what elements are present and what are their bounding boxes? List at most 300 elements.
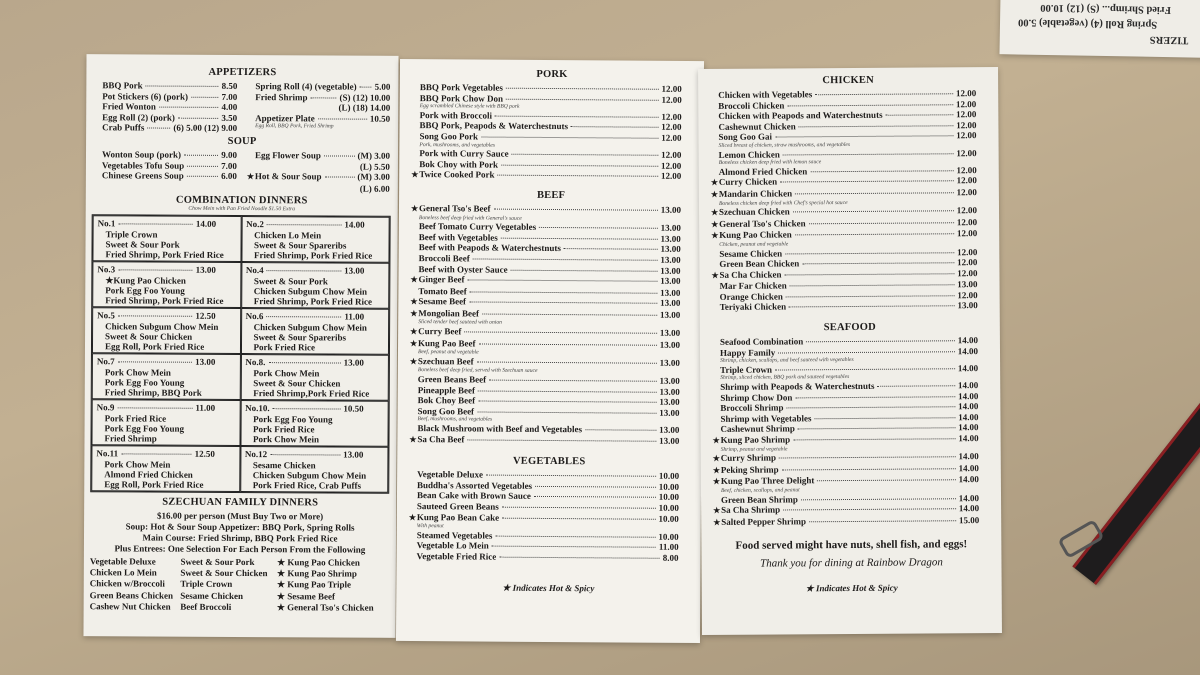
item-name: Broccoli Chicken xyxy=(718,100,785,111)
item-price: 13.00 xyxy=(660,233,681,244)
dot-leader xyxy=(118,223,193,224)
combo-number: No.12 xyxy=(244,448,268,460)
dot-leader xyxy=(499,557,660,559)
combo-box xyxy=(91,399,240,446)
item-description: Sliced breast of chicken, straw mushrooms, and vegetables xyxy=(718,141,851,149)
item-name: Seafood Combination xyxy=(719,336,804,347)
section-title-beef: BEEF xyxy=(536,189,566,202)
combo-number: No.11 xyxy=(96,448,119,459)
dot-leader xyxy=(486,475,656,477)
combo-price: 14.00 xyxy=(344,219,365,230)
dot-leader xyxy=(793,438,955,440)
menu-item xyxy=(247,150,390,161)
combo-line: Pork Chow Mein xyxy=(253,367,320,378)
item-name: Cashewnut Shrimp xyxy=(720,423,795,435)
item-price: 14.00 xyxy=(958,503,980,514)
combo-box xyxy=(92,261,241,308)
menu-list xyxy=(247,150,390,194)
item-price: 12.00 xyxy=(955,98,977,109)
dot-leader xyxy=(798,428,955,430)
item-name: Beef with Peapods & Waterchestnuts xyxy=(418,242,561,254)
dot-leader xyxy=(270,454,340,455)
dot-leader xyxy=(809,222,954,224)
item-price: 12.00 xyxy=(956,205,978,216)
item-price: (M) 3.00 xyxy=(357,171,390,182)
family-entree: Cashew Nut Chicken xyxy=(89,600,171,612)
item-price: 13.00 xyxy=(659,339,681,350)
item-name: Green Bean Chicken xyxy=(719,258,800,270)
allergy-notice: Food served might have nuts, shell fish, and eggs! xyxy=(735,538,968,553)
item-name: Shrimp Chow Don xyxy=(720,392,793,403)
item-description: Beef, chicken, scallops, and peanut xyxy=(720,487,800,494)
item-name: Spring Roll (4) (vegetable) xyxy=(255,81,357,92)
item-name: Sa Cha Shrimp xyxy=(721,504,781,516)
item-name: Kung Pao Shrimp xyxy=(720,434,791,445)
menu-list xyxy=(700,335,1001,528)
item-name: Sauteed Green Beans xyxy=(416,501,499,512)
combo-box xyxy=(91,445,240,492)
combo-price: 11.00 xyxy=(195,402,216,413)
item-name: Tomato Beef xyxy=(418,285,467,297)
combo-box xyxy=(240,354,389,401)
combo-price: 11.00 xyxy=(344,311,365,322)
item-price: 13.00 xyxy=(660,298,681,309)
item-description: Boneless beef deep fried with General's sauce xyxy=(418,214,522,222)
dot-leader xyxy=(318,118,367,119)
item-name: Pot Stickers (6) (pork) xyxy=(102,90,189,102)
family-entree: Sesame Chicken xyxy=(180,590,244,601)
dot-leader xyxy=(782,468,956,470)
item-name: Hot & Sour Soup xyxy=(254,171,322,182)
menu-list xyxy=(399,82,704,183)
item-price: 12.00 xyxy=(956,119,977,131)
combo-header xyxy=(245,449,384,460)
item-name: Salted Pepper Shrimp xyxy=(721,516,807,527)
dot-leader xyxy=(118,361,193,362)
combo-price: 12.50 xyxy=(195,310,216,321)
dot-leader xyxy=(779,456,955,458)
item-name: Shrimp with Peapods & Waterchestnuts xyxy=(720,380,875,392)
item-price: (L) (18) 14.00 xyxy=(338,102,391,113)
item-price: 12.00 xyxy=(956,147,977,158)
dot-leader xyxy=(814,417,955,419)
item-name: General Tso's Beef xyxy=(418,203,491,214)
item-price: 13.00 xyxy=(957,279,978,290)
dot-leader xyxy=(478,401,656,403)
hot-spicy-star-icon: ★ xyxy=(712,465,721,475)
section-title-family: SZECHUAN FAMILY DINNERS xyxy=(162,496,319,509)
item-price: 9.00 xyxy=(221,149,238,160)
item-price: 5.00 xyxy=(374,81,391,92)
item-price: 6.00 xyxy=(221,171,237,182)
menu-item xyxy=(247,92,390,103)
item-name: Broccoli Shrimp xyxy=(720,402,784,414)
item-price: 12.00 xyxy=(661,83,682,94)
item-price: 12.00 xyxy=(661,111,682,122)
item-price: 14.00 xyxy=(958,390,979,401)
family-entree: ★ Sesame Beef xyxy=(276,590,335,602)
item-description: Boneless chicken deep fried with lemon sauce xyxy=(718,159,822,167)
fragment-text: TIZERS xyxy=(1149,33,1189,46)
hot-spicy-star-icon: ★ xyxy=(408,512,417,522)
dot-leader xyxy=(564,248,658,250)
combo-header xyxy=(97,356,236,367)
hot-spicy-star-icon: ★ xyxy=(710,189,719,199)
family-soup: Soup: Hot & Sour Soup Appetizer: BBQ Pork, Spring Rolls xyxy=(125,521,355,533)
combo-line: Pork Fried Rice xyxy=(253,424,315,435)
dot-leader xyxy=(477,361,657,363)
item-price: 13.00 xyxy=(659,357,680,368)
lanyard-strap xyxy=(1072,385,1200,585)
dot-leader xyxy=(886,114,954,115)
item-name: Sesame Beef xyxy=(418,296,467,307)
item-name: Kung Pao Bean Cake xyxy=(416,511,500,523)
combo-line: Sweet & Sour Chicken xyxy=(105,331,193,342)
dot-leader xyxy=(159,107,219,108)
menu-item xyxy=(247,171,390,183)
family-column xyxy=(277,557,392,614)
item-price: 10.00 xyxy=(658,531,679,542)
menu-item xyxy=(94,101,237,112)
item-price: (6) 5.00 (12) 9.00 xyxy=(173,123,238,134)
dot-leader xyxy=(191,96,219,97)
dot-leader xyxy=(534,496,656,498)
menu-item xyxy=(94,149,237,160)
item-name: Green Bean Shrimp xyxy=(720,493,798,505)
item-price: 13.00 xyxy=(660,204,682,215)
item-name: Vegetable Lo Mein xyxy=(416,540,489,551)
dot-leader xyxy=(468,280,658,282)
item-price: 13.00 xyxy=(659,386,680,397)
item-price: 12.00 xyxy=(957,257,978,268)
combo-header xyxy=(97,402,236,413)
combo-number: No.9 xyxy=(96,402,115,413)
item-price: 12.00 xyxy=(956,130,977,141)
combo-line: Chicken Subgum Chow Mein xyxy=(253,286,368,297)
fragment-text: Fried Shrimp... (S) (12) 10.00 xyxy=(1040,1,1172,16)
item-price: 14.00 xyxy=(958,462,979,474)
item-description: Egg scrambled Chinese style with BBQ pork xyxy=(419,103,520,110)
family-entree: Sweet & Sour Chicken xyxy=(180,567,268,579)
combo-number: No.5 xyxy=(97,310,115,321)
item-price: 13.00 xyxy=(660,244,681,255)
dot-leader xyxy=(501,237,658,239)
item-name: Steamed Vegetables xyxy=(416,529,493,541)
dot-leader xyxy=(784,273,954,275)
menu-panel-left xyxy=(83,54,398,638)
item-name: Shrimp with Vegetables xyxy=(720,413,812,424)
item-name: Kung Pao Beef xyxy=(418,337,476,349)
item-price: 10.00 xyxy=(658,502,679,513)
menu-item xyxy=(409,434,679,447)
item-price: 12.00 xyxy=(661,94,682,105)
item-name: Green Beans Beef xyxy=(417,374,487,385)
combo-line: Pork Fried Rice xyxy=(104,412,167,424)
menu-item xyxy=(247,113,390,124)
combo-price: 13.00 xyxy=(195,264,216,275)
item-price: 10.00 xyxy=(658,470,680,482)
section-title-seafood: SEAFOOD xyxy=(823,321,876,334)
combo-header xyxy=(246,265,385,276)
section-title-vegetables: VEGETABLES xyxy=(512,455,586,468)
menu-item xyxy=(712,301,978,313)
dot-leader xyxy=(787,104,953,106)
dot-leader xyxy=(778,351,954,353)
combo-number: No.6 xyxy=(245,310,264,322)
item-name: Egg Roll (2) (pork) xyxy=(102,112,175,123)
item-name: Appetizer Plate xyxy=(255,112,315,124)
menu-list xyxy=(397,469,702,563)
item-name: Vegetable Deluxe xyxy=(417,469,484,480)
family-column xyxy=(180,557,277,614)
item-name: Mongolian Beef xyxy=(418,307,480,319)
dot-leader xyxy=(793,210,954,212)
dot-leader xyxy=(467,439,656,441)
dot-leader xyxy=(267,270,342,271)
dot-leader xyxy=(492,546,656,548)
item-name: Beef with Oyster Sauce xyxy=(418,263,508,275)
dot-leader xyxy=(481,136,658,138)
item-name: Sa Cha Beef xyxy=(417,433,465,444)
family-price: $16.00 per person (Must Buy Two or More) xyxy=(156,510,324,522)
combo-line: Egg Roll, Pork Fried Rice xyxy=(104,479,204,491)
dot-leader xyxy=(493,209,657,211)
item-name: Fried Shrimp xyxy=(255,91,308,102)
menu-list xyxy=(397,203,703,447)
combo-line: Fried Shrimp, Pork Fried Rice xyxy=(253,296,372,308)
hot-spicy-star-icon: ★ xyxy=(410,275,418,285)
item-name: General Tso's Chicken xyxy=(719,218,806,229)
dot-leader xyxy=(470,291,657,293)
item-price: 10.00 xyxy=(658,481,680,492)
dot-leader xyxy=(535,486,656,488)
combo-line: Pork Egg Foo Young xyxy=(253,413,333,425)
menu-item xyxy=(247,161,390,172)
dot-leader xyxy=(539,227,658,229)
dot-leader xyxy=(324,155,355,156)
dot-leader xyxy=(360,87,372,88)
background-menu-corner xyxy=(999,0,1200,58)
dot-leader xyxy=(501,164,658,166)
combo-line: Chicken Lo Mein xyxy=(254,229,322,240)
combo-line: Fried Shrimp, BBQ Pork xyxy=(104,387,202,399)
item-price: 10.00 xyxy=(658,513,679,524)
item-name: Egg Flower Soup xyxy=(254,150,321,161)
item-name: Szechuan Beef xyxy=(417,355,474,367)
combo-box xyxy=(240,446,389,493)
item-name: Chinese Greens Soup xyxy=(101,170,184,181)
item-name: Teriyaki Chicken xyxy=(719,301,787,313)
family-entree: ★ Kung Pao Shrimp xyxy=(277,568,357,579)
item-price: 12.00 xyxy=(957,289,978,301)
dot-leader xyxy=(121,453,191,454)
hot-spicy-note: ★ Indicates Hot & Spicy xyxy=(502,582,595,593)
dot-leader xyxy=(266,316,341,317)
item-description: Sliced tender beef sauteed with onion xyxy=(418,319,502,327)
combo-price: 13.00 xyxy=(344,265,365,276)
combo-number: No.4 xyxy=(245,264,264,276)
hot-spicy-star-icon: ★ xyxy=(410,327,418,337)
item-price: 12.00 xyxy=(661,132,682,143)
item-price: 12.00 xyxy=(660,171,682,182)
combo-line: Sweet & Sour Pork xyxy=(105,239,180,250)
item-name: Buddha's Assorted Vegetables xyxy=(417,479,533,491)
combo-line: Almond Fried Chicken xyxy=(104,469,193,480)
family-entree: Beef Broccoli xyxy=(180,601,232,612)
item-name: Almond Fried Chicken xyxy=(718,166,808,177)
dot-leader xyxy=(495,115,658,117)
item-price: 12.00 xyxy=(956,109,977,120)
section-title-combination: COMBINATION DINNERS xyxy=(175,195,308,207)
item-price: (M) 3.00 xyxy=(357,150,391,161)
section-title-appetizers: APPETIZERS xyxy=(208,66,277,79)
combo-box xyxy=(240,308,389,355)
combo-line: Chicken Subgum Chow Mein xyxy=(252,470,367,481)
item-name: Curry Chicken xyxy=(718,176,778,188)
menu-item xyxy=(247,183,390,194)
dot-leader xyxy=(469,302,657,304)
item-name: Song Goo Pork xyxy=(419,131,479,142)
dot-leader xyxy=(268,362,340,363)
item-price: 4.00 xyxy=(221,102,238,113)
hot-spicy-note: ★ Indicates Hot & Spicy xyxy=(805,583,898,594)
dot-leader xyxy=(498,175,658,177)
dot-leader xyxy=(799,125,953,127)
item-name: Sa Cha Chicken xyxy=(719,269,782,280)
dot-leader xyxy=(815,93,953,95)
combo-header xyxy=(246,219,385,230)
menu-item xyxy=(94,91,237,102)
item-price: 12.00 xyxy=(661,122,682,133)
dot-leader xyxy=(585,429,656,430)
item-price: 14.00 xyxy=(958,474,979,485)
item-name: Bean Cake with Brown Sauce xyxy=(416,490,531,502)
combo-line: Chicken Subgum Chow Mein xyxy=(105,320,219,332)
combo-line: Pork Chow Mein xyxy=(104,366,171,378)
item-price: 12.00 xyxy=(956,187,977,198)
dot-leader xyxy=(178,117,219,118)
combo-number: No.3 xyxy=(97,264,116,275)
item-name: Vegetables Tofu Soup xyxy=(101,159,185,171)
dot-leader xyxy=(802,262,954,264)
combo-line: Fried Shrimp, Pork Fried Rice xyxy=(105,249,224,261)
hot-spicy-star-icon: ★ xyxy=(711,270,719,280)
dot-leader xyxy=(187,176,218,177)
combo-line: Fried Shrimp, Pork Fried Rice xyxy=(105,295,224,307)
item-price: 13.00 xyxy=(660,254,681,265)
hot-spicy-star-icon: ★ xyxy=(712,435,720,445)
item-price: 11.00 xyxy=(658,542,679,553)
combo-number: No.10. xyxy=(245,402,270,414)
family-entree: ★ Kung Pao Chicken xyxy=(277,557,360,568)
combo-box xyxy=(240,400,389,447)
fragment-text: Spring Roll (4) (vegetable) 5.00 xyxy=(1017,16,1158,30)
combo-number: No.2 xyxy=(246,218,264,230)
combo-header xyxy=(96,448,235,459)
dot-leader xyxy=(512,154,659,156)
item-price: 12.00 xyxy=(661,149,682,161)
dot-leader xyxy=(118,315,193,316)
item-name: Kung Pao Chicken xyxy=(719,229,792,241)
item-name: Kung Pao Three Delight xyxy=(720,475,815,487)
dot-leader xyxy=(789,306,954,308)
item-price: 13.00 xyxy=(659,327,681,338)
dot-leader xyxy=(817,480,955,482)
family-entree: Green Beans Chicken xyxy=(89,589,174,601)
item-name: Orange Chicken xyxy=(719,291,783,302)
family-entree-options xyxy=(84,554,396,614)
combo-number: No.8. xyxy=(245,356,266,368)
item-name: Curry Beef xyxy=(418,326,462,337)
combo-price: 13.00 xyxy=(343,357,364,368)
thank-you-message: Thank you for dining at Rainbow Dragon xyxy=(760,556,943,570)
combo-line: Pork Egg Foo Young xyxy=(105,285,185,296)
item-description: Beef, mushrooms, and vegetables xyxy=(417,416,493,424)
hot-spicy-star-icon: ★ xyxy=(410,308,418,318)
item-price: 14.00 xyxy=(957,335,978,346)
family-entree: ★ Kung Pao Triple xyxy=(276,579,351,590)
combo-box xyxy=(92,215,241,262)
item-name: Bok Choy with Pork xyxy=(419,158,499,170)
dot-leader xyxy=(184,155,218,156)
hot-spicy-star-icon: ★ xyxy=(411,170,419,180)
item-name: Song Goo Gai xyxy=(718,131,773,143)
item-description: Boneless beef deep fried, served with Szechuan sauce xyxy=(417,367,538,375)
hot-spicy-star-icon: ★ xyxy=(711,219,719,229)
item-name: Broccoli Beef xyxy=(418,252,470,264)
dot-leader xyxy=(775,368,955,370)
family-entree: Vegetable Deluxe xyxy=(89,556,156,567)
item-name: Ginger Beef xyxy=(418,274,465,285)
item-price: (L) 5.50 xyxy=(359,161,390,172)
item-description: Boneless chicken deep fried with Chef's special hot sauce xyxy=(718,199,848,207)
dot-leader xyxy=(783,508,956,510)
item-price: 8.00 xyxy=(662,552,679,563)
dot-leader xyxy=(795,396,955,398)
dot-leader xyxy=(146,85,219,86)
dot-leader xyxy=(117,407,192,408)
dot-leader xyxy=(506,88,659,90)
combo-price: 10.50 xyxy=(343,403,364,414)
item-price: 12.00 xyxy=(956,216,978,227)
dot-leader xyxy=(786,295,954,297)
item-price: 13.00 xyxy=(660,275,681,287)
combo-header xyxy=(97,310,236,321)
item-price: 13.00 xyxy=(660,265,681,276)
dot-leader xyxy=(479,343,657,345)
item-name: Chicken with Peapods and Waterchestnuts xyxy=(718,109,883,122)
dot-leader xyxy=(511,269,658,271)
item-name: Song Goo Beef xyxy=(417,405,475,417)
hot-spicy-star-icon: ★ xyxy=(410,338,418,348)
hot-spicy-star-icon: ★ xyxy=(713,506,721,516)
item-price: 13.00 xyxy=(660,222,681,234)
hot-spicy-star-icon: ★ xyxy=(710,178,719,188)
hot-spicy-star-icon: ★ xyxy=(710,208,719,218)
hot-spicy-star-icon: ★ xyxy=(712,454,720,464)
combo-box xyxy=(92,353,241,400)
item-price: 10.50 xyxy=(369,113,391,124)
dot-leader xyxy=(795,234,954,236)
family-column xyxy=(90,556,181,612)
item-name: Crab Puffs xyxy=(102,122,145,133)
menu-item xyxy=(409,551,679,563)
combo-price: 13.00 xyxy=(343,449,364,460)
item-name: Beef Tomato Curry Vegetables xyxy=(418,221,537,233)
item-name: BBQ Pork Chow Don xyxy=(419,92,504,104)
item-name: Mar Far Chicken xyxy=(719,280,787,292)
dot-leader xyxy=(571,127,658,129)
